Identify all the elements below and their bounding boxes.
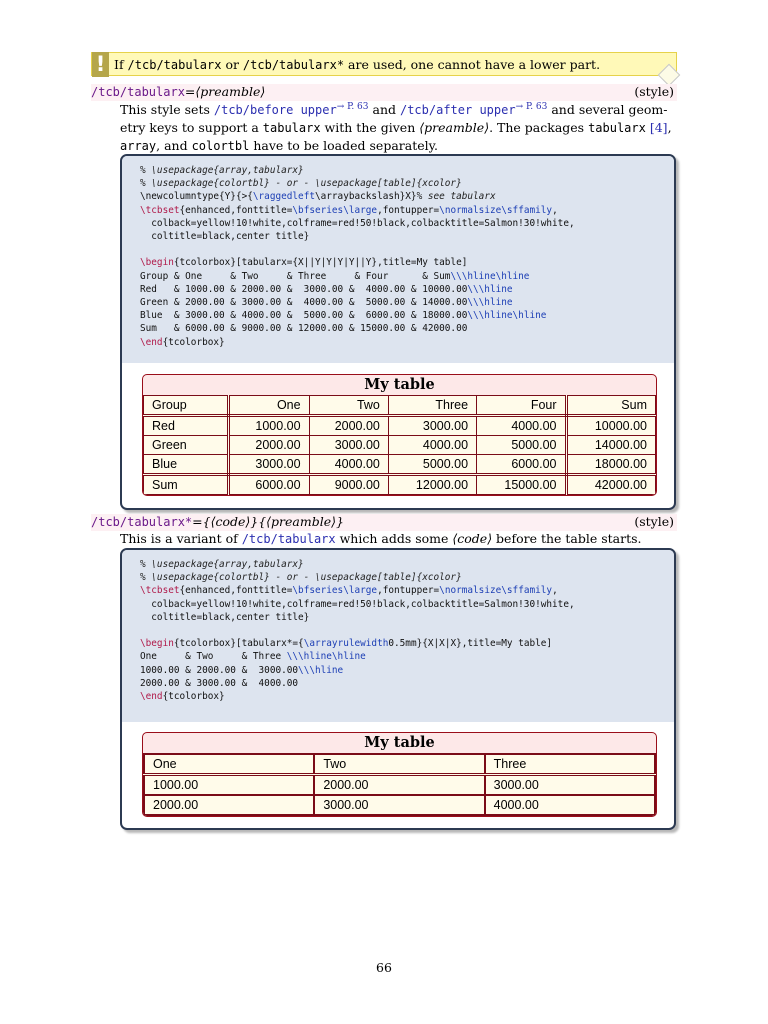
code-line: Green & 2000.00 & 3000.00 & 4000.00 & 5000.00 & 14000.00\\\hline [140,297,513,309]
entry-tabularx-header: /tcb/tabularx=⟨preamble⟩ (style) [91,84,677,101]
code-line: % \usepackage{colortbl} - or - \usepackage[table]{xcolor} [140,178,462,190]
example-box-2 [120,548,676,830]
code-line: colback=yellow!10!white,colframe=red!50!black,colbacktitle=Salmon!30!white, [140,598,575,610]
code-listing-2 [122,550,674,722]
warning-note [91,52,677,76]
code-line: Group & One & Two & Three & Four & Sum\\\hline\hline [140,270,530,282]
code-line: \begin{tcolorbox}[tabularx*={\arrayrulewidth0.5mm}{X|X|X},title=My table] [140,638,553,650]
key-argument: ⟨preamble⟩ [195,84,266,99]
code-line: Sum & 6000.00 & 9000.00 & 12000.00 & 15000.00 & 42000.00 [140,323,468,335]
code-line: % \usepackage{array,tabularx} [140,559,304,570]
code-line: One & Two & Three \\\hline\hline [140,651,366,663]
code-line: colback=yellow!10!white,colframe=red!50!black,colbacktitle=Salmon!30!white, [140,217,575,229]
rendered-tcolorbox-2 [142,732,657,817]
table-sum-row: Sum 6000.00 9000.00 12000.00 15000.00 42000.00 [144,475,656,495]
code-line: coltitle=black,center title} [140,231,310,243]
code-line: % \usepackage{colortbl} - or - \usepackage[table]{xcolor} [140,572,462,584]
link-after-upper[interactable]: /tcb/after upper [399,103,516,118]
rendered-tcolorbox-1 [142,374,657,496]
page-fold-icon [658,64,681,87]
code-line: \newcolumntype{Y}{>{\raggedleft\arraybackslash}X}% see tabularx [140,191,496,203]
code-line: % \usepackage{array,tabularx} [140,165,304,176]
table-row: 1000.00 2000.00 3000.00 [144,775,655,796]
entry-tabularx-star-header: /tcb/tabularx*={⟨code⟩}{⟨preamble⟩} (style) [91,514,677,531]
table-header-row: One Two Three [144,754,655,775]
entry-tabularx-description: This style sets /tcb/before upper$^{\to P. 63}$ and /tcb/after upper$^{\to P. 63}$ and several geom- etry keys to support a tabularx with the given ⟨preamble⟩. The packages tabularx [4], array, and colortbl have to be loaded separately. [120,102,672,154]
link-tabularx[interactable]: /tcb/tabularx [241,532,336,546]
key-argument: {⟨code⟩}{⟨preamble⟩} [202,514,344,529]
table-row: 2000.00 3000.00 4000.00 [144,795,655,815]
code-line: \tcbset{enhanced,fonttitle=\bfseries\large,fontupper=\normalsize\sffamily, [140,204,558,216]
entry-tabularx-star-description: This is a variant of /tcb/tabularx which adds some ⟨code⟩ before the table starts. [120,531,642,546]
page-number: 66 [376,960,392,975]
code-line [140,624,674,637]
key-type: (style) [634,514,674,529]
box-title: My table [364,376,435,393]
code-line: coltitle=black,center title} [140,611,310,623]
warning-text: If /tcb/tabularx or /tcb/tabularx* are used, one cannot have a lower part. [114,57,601,72]
citation-link[interactable]: [4] [649,120,668,136]
table-header-row: Group One Two Three Four Sum [144,396,656,416]
code-line: \tcbset{enhanced,fonttitle=\bfseries\large,fontupper=\normalsize\sffamily, [140,585,558,597]
table-row: Blue 3000.00 4000.00 5000.00 6000.00 18000.00 [144,455,656,475]
key-name: /tcb/tabularx* [91,515,193,529]
table-row: Red 1000.00 2000.00 3000.00 4000.00 10000.00 [144,416,656,436]
box-title: My table [364,734,435,751]
code-line: \begin{tcolorbox}[tabularx={X||Y|Y|Y|Y||Y},title=My table] [140,257,468,269]
code-line: Red & 1000.00 & 2000.00 & 3000.00 & 4000.00 & 10000.00\\\hline [140,283,513,295]
code-line: \end{tcolorbox} [140,691,225,703]
code-line: Blue & 3000.00 & 4000.00 & 5000.00 & 6000.00 & 18000.00\\\hline\hline [140,310,547,322]
key-type: (style) [634,84,674,99]
code-listing-1 [122,156,674,363]
code-line: 1000.00 & 2000.00 & 3000.00\\\hline [140,664,344,676]
link-before-upper[interactable]: /tcb/before upper [213,103,337,118]
code-line [140,243,674,256]
tabularx-table-2 [143,753,656,816]
code-line: \end{tcolorbox} [140,336,225,348]
key-name: /tcb/tabularx [91,85,185,99]
exclamation-icon: ! [92,52,109,77]
table-row: Green 2000.00 3000.00 4000.00 5000.00 14000.00 [144,436,656,455]
tabularx-table-1 [143,395,656,495]
example-box-1 [120,154,676,510]
code-line: 2000.00 & 3000.00 & 4000.00 [140,677,299,689]
